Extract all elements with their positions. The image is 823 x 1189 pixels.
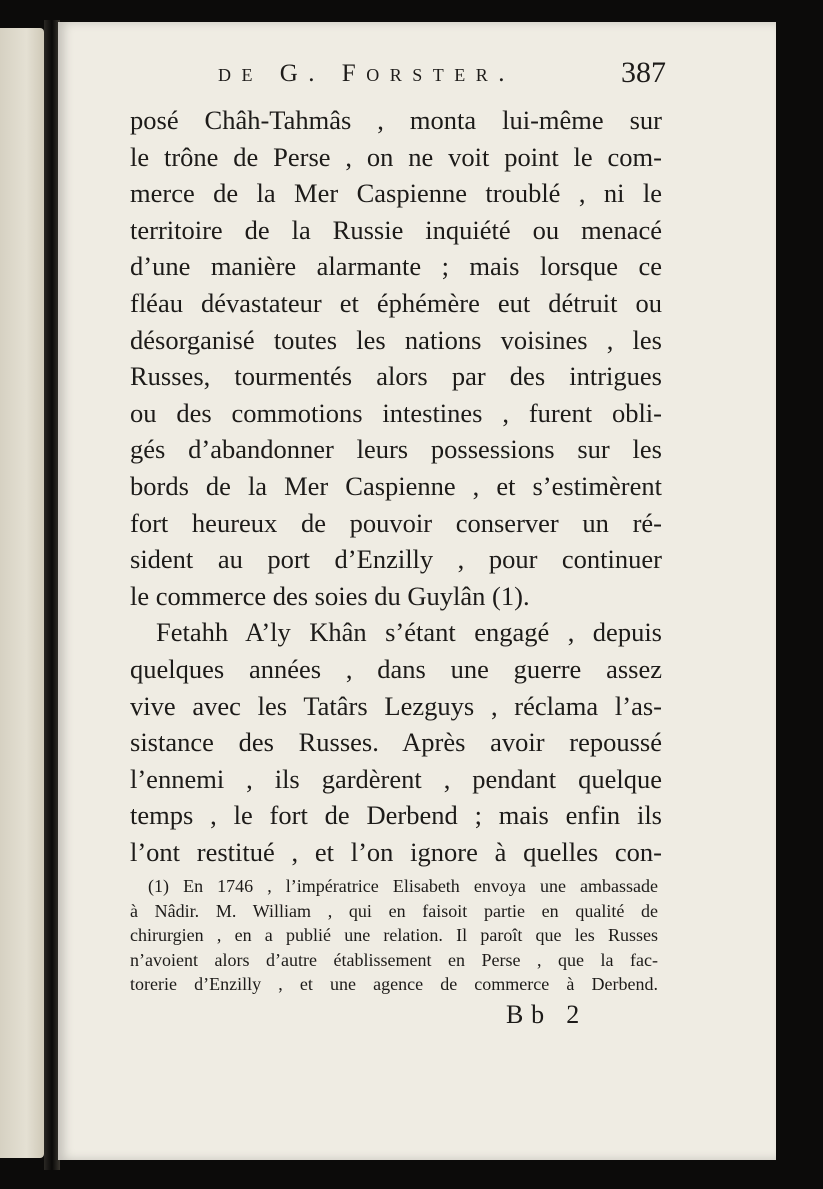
signature-mark: Bb 2 bbox=[506, 1000, 588, 1029]
text-line: le commerce des soies du Guylân (1). bbox=[130, 580, 530, 611]
text-line: l’ennemi , ils gardèrent , pendant quelque bbox=[130, 763, 662, 794]
text-line: d’une manière alarmante ; mais lorsque ce bbox=[130, 251, 662, 282]
footnote-line: (1) En 1746 , l’impératrice Elisabeth envoya une ambassade bbox=[148, 876, 658, 896]
text-line: sistance des Russes. Après avoir repoussé bbox=[130, 727, 662, 758]
text-line: bords de la Mer Caspienne , et s’estimèrent bbox=[130, 470, 662, 501]
text-line: sident au port d’Enzilly , pour continuer bbox=[130, 544, 662, 575]
footnote-line: n’avoient alors d’autre établissement en Perse , que la fac- bbox=[130, 949, 658, 970]
text-line: quelques années , dans une guerre assez bbox=[130, 653, 662, 684]
text-line: fléau dévastateur et éphémère eut détruit ou bbox=[130, 287, 662, 318]
running-head bbox=[218, 52, 666, 96]
footnote bbox=[130, 874, 658, 997]
text-line: Fetahh A’ly Khân s’étant engagé , depuis bbox=[156, 617, 662, 648]
text-line: temps , le fort de Derbend ; mais enfin ils bbox=[130, 800, 662, 831]
page-number: 387 bbox=[621, 56, 666, 89]
text-line: Russes, tourmentés alors par des intrigues bbox=[130, 361, 662, 392]
body-text bbox=[130, 102, 662, 870]
running-title: de G. Forster. bbox=[218, 60, 515, 87]
text-line: merce de la Mer Caspienne troublé , ni le bbox=[130, 178, 662, 209]
text-line: vive avec les Tatârs Lezguys , réclama l’as- bbox=[130, 690, 662, 721]
text-line: fort heureux de pouvoir conserver un ré- bbox=[130, 507, 662, 538]
footnote-line: torerie d’Enzilly , et une agence de commerce à Derbend. bbox=[130, 974, 658, 995]
footnote-line: à Nâdir. M. William , qui en faisoit partie en qualité de bbox=[130, 900, 658, 921]
left-page-edge bbox=[0, 28, 44, 1158]
text-line: ou des commotions intestines , furent obli- bbox=[130, 397, 662, 428]
text-line: territoire de la Russie inquiété ou menacé bbox=[130, 214, 662, 245]
text-line: l’ont restitué , et l’on ignore à quelles con- bbox=[130, 836, 662, 867]
text-line: désorganisé toutes les nations voisines , les bbox=[130, 324, 662, 355]
text-line: gés d’abandonner leurs possessions sur les bbox=[130, 434, 662, 465]
footnote-line: chirurgien , en a publié une relation. Il paroît que les Russes bbox=[130, 925, 658, 946]
text-line: le trône de Perse , on ne voit point le com- bbox=[130, 141, 662, 172]
text-line: posé Châh-Tahmâs , monta lui-même sur bbox=[130, 105, 662, 135]
